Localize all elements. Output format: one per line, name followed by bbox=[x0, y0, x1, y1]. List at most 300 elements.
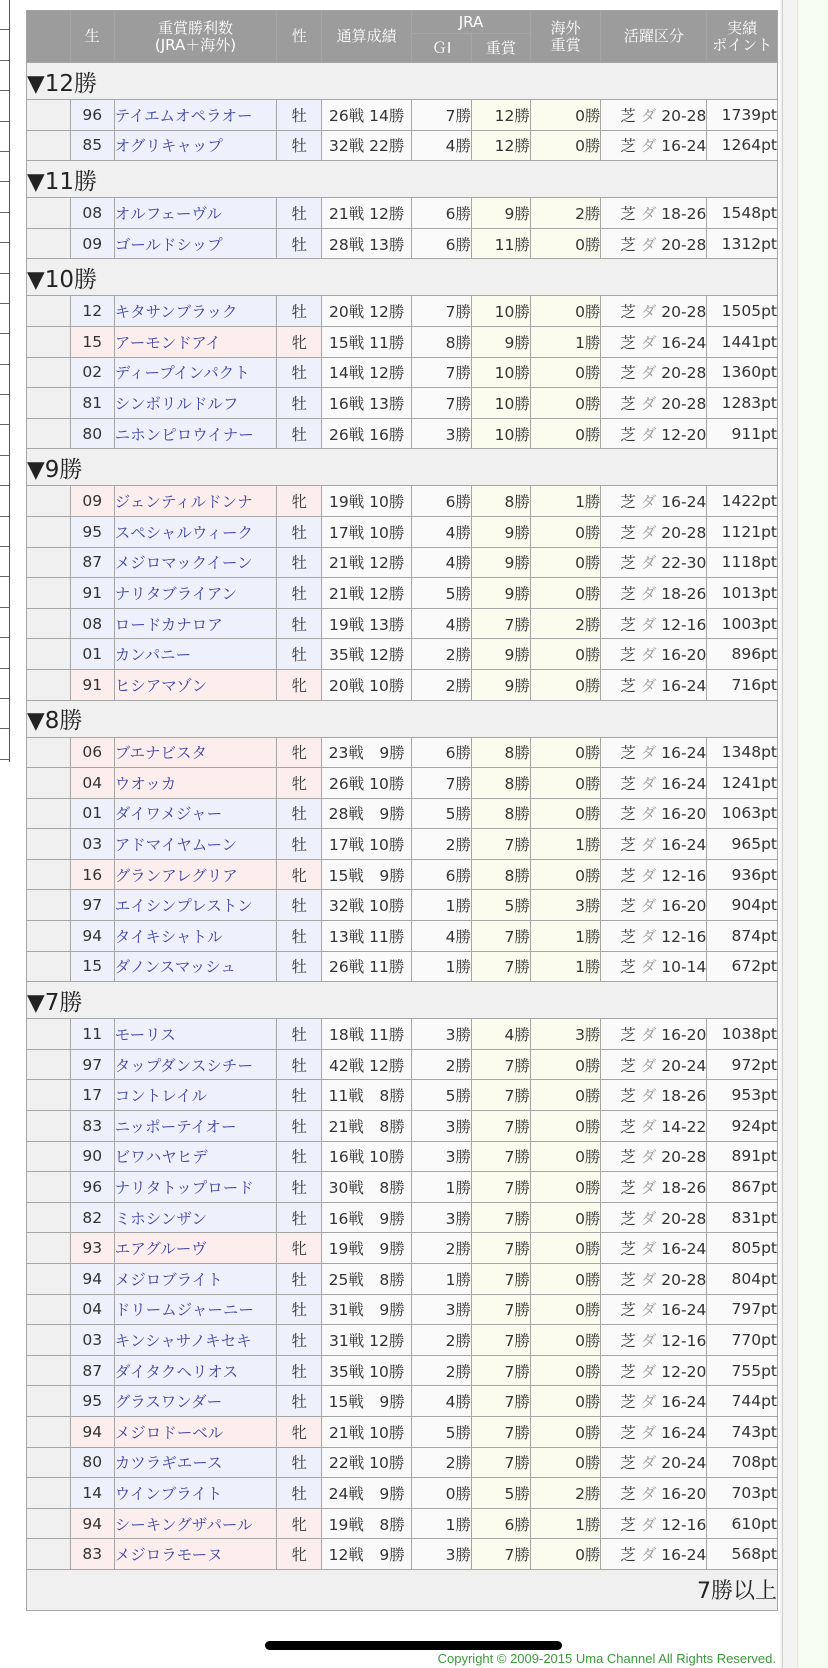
born-year: 95 bbox=[70, 1386, 114, 1417]
born-year: 83 bbox=[70, 1111, 114, 1142]
graded-wins: 7勝 bbox=[472, 1355, 531, 1386]
born-year: 96 bbox=[70, 100, 114, 131]
graded-wins: 9勝 bbox=[472, 669, 531, 700]
horse-name-link[interactable]: ウインブライト bbox=[114, 1478, 277, 1509]
sex: 牡 bbox=[277, 1386, 322, 1417]
achievement-points: 896pt bbox=[707, 639, 778, 670]
graded-wins: 9勝 bbox=[472, 547, 531, 578]
graded-wins: 7勝 bbox=[472, 1416, 531, 1447]
horse-name-link[interactable]: ビワハヤヒデ bbox=[114, 1141, 277, 1172]
graded-wins: 7勝 bbox=[472, 608, 531, 639]
turf-mark: 芝 bbox=[620, 805, 636, 824]
row-blank bbox=[27, 737, 71, 768]
table-row[interactable] bbox=[27, 1508, 778, 1539]
achievement-points: 1038pt bbox=[707, 1019, 778, 1050]
distance-range: 14-22 bbox=[661, 1117, 707, 1136]
sex: 牡 bbox=[277, 296, 322, 327]
horse-name-link[interactable]: シーキングザパール bbox=[114, 1508, 277, 1539]
sex: 牝 bbox=[277, 737, 322, 768]
turf-mark: 芝 bbox=[620, 1362, 636, 1381]
born-year: 03 bbox=[70, 829, 114, 860]
table-row[interactable] bbox=[27, 1172, 778, 1203]
graded-wins: 9勝 bbox=[472, 326, 531, 357]
born-year: 90 bbox=[70, 1141, 114, 1172]
table-row[interactable] bbox=[27, 1141, 778, 1172]
horse-name-link[interactable]: メジロブライト bbox=[114, 1264, 277, 1295]
row-blank bbox=[27, 418, 71, 449]
turf-mark: 芝 bbox=[620, 333, 636, 352]
horse-name-link[interactable]: カツラギエース bbox=[114, 1447, 277, 1478]
left-edge-strip bbox=[0, 0, 10, 762]
table-row[interactable] bbox=[27, 547, 778, 578]
horse-name-link[interactable]: アーモンドアイ bbox=[114, 326, 277, 357]
overseas-wins: 0勝 bbox=[530, 1447, 601, 1478]
sex: 牡 bbox=[277, 951, 322, 982]
overseas-wins: 0勝 bbox=[530, 1172, 601, 1203]
horse-name-link[interactable]: ニホンピロウイナー bbox=[114, 418, 277, 449]
horse-name-link[interactable]: ニッポーテイオー bbox=[114, 1111, 277, 1142]
horse-name-link[interactable]: ダイワメジャー bbox=[114, 798, 277, 829]
table-row[interactable] bbox=[27, 1447, 778, 1478]
activity-range bbox=[601, 578, 707, 609]
activity-range bbox=[601, 890, 707, 921]
g1-wins: 3勝 bbox=[412, 418, 472, 449]
g1-wins: 5勝 bbox=[412, 1080, 472, 1111]
distance-range: 16-20 bbox=[661, 646, 707, 665]
turf-mark: 芝 bbox=[620, 1026, 636, 1045]
distance-range: 16-20 bbox=[661, 1026, 707, 1045]
graded-wins: 10勝 bbox=[472, 418, 531, 449]
graded-wins: 12勝 bbox=[472, 100, 531, 131]
activity-range bbox=[601, 1447, 707, 1478]
horse-name-link[interactable]: メジロラモーヌ bbox=[114, 1539, 277, 1570]
table-row[interactable] bbox=[27, 921, 778, 952]
table-row[interactable] bbox=[27, 859, 778, 890]
table-row[interactable] bbox=[27, 1539, 778, 1570]
table-row[interactable] bbox=[27, 1478, 778, 1509]
born-year: 81 bbox=[70, 388, 114, 419]
sex: 牡 bbox=[277, 1080, 322, 1111]
table-row[interactable] bbox=[27, 228, 778, 259]
sex: 牡 bbox=[277, 1019, 322, 1050]
achievement-points: 610pt bbox=[707, 1508, 778, 1539]
achievement-points: 831pt bbox=[707, 1202, 778, 1233]
distance-range: 16-24 bbox=[661, 676, 707, 695]
table-row[interactable] bbox=[27, 1325, 778, 1356]
career-record: 21戦 12勝 bbox=[322, 547, 412, 578]
overseas-wins: 2勝 bbox=[530, 1478, 601, 1509]
distance-range: 12-16 bbox=[661, 615, 707, 634]
graded-wins: 11勝 bbox=[472, 228, 531, 259]
graded-wins: 7勝 bbox=[472, 1294, 531, 1325]
sex: 牡 bbox=[277, 829, 322, 860]
right-edge-strip bbox=[780, 0, 828, 1668]
header-overseas-line2: 重賞 bbox=[550, 35, 581, 54]
dirt-mark: ダ bbox=[640, 805, 657, 824]
table-row[interactable] bbox=[27, 578, 778, 609]
sex: 牡 bbox=[277, 1141, 322, 1172]
graded-wins: 7勝 bbox=[472, 1049, 531, 1080]
horse-name-link[interactable]: ダイタクヘリオス bbox=[114, 1355, 277, 1386]
overseas-wins: 0勝 bbox=[530, 798, 601, 829]
overseas-wins: 0勝 bbox=[530, 1416, 601, 1447]
header-graded-wins-line1: 重賞勝利数 bbox=[158, 18, 234, 37]
table-row[interactable] bbox=[27, 951, 778, 982]
career-record: 28戦 9勝 bbox=[322, 798, 412, 829]
activity-range bbox=[601, 1111, 707, 1142]
table-row[interactable] bbox=[27, 1294, 778, 1325]
born-year: 06 bbox=[70, 737, 114, 768]
g1-wins: 1勝 bbox=[412, 1172, 472, 1203]
row-blank bbox=[27, 388, 71, 419]
sex: 牝 bbox=[277, 669, 322, 700]
activity-range bbox=[601, 1141, 707, 1172]
dirt-mark: ダ bbox=[640, 866, 657, 885]
table-row[interactable] bbox=[27, 296, 778, 327]
turf-mark: 芝 bbox=[620, 1331, 636, 1350]
table-row[interactable] bbox=[27, 608, 778, 639]
overseas-wins: 0勝 bbox=[530, 228, 601, 259]
horse-name-link[interactable]: ドリームジャーニー bbox=[114, 1294, 277, 1325]
table-row[interactable] bbox=[27, 737, 778, 768]
horse-name-link[interactable]: エアグルーヴ bbox=[114, 1233, 277, 1264]
sex: 牝 bbox=[277, 768, 322, 799]
overseas-wins: 0勝 bbox=[530, 737, 601, 768]
header-record[interactable]: 通算成績 bbox=[322, 11, 412, 63]
horse-name-link[interactable]: ナリタトップロード bbox=[114, 1172, 277, 1203]
horse-name-link[interactable]: タイキシャトル bbox=[114, 921, 277, 952]
achievement-points: 744pt bbox=[707, 1386, 778, 1417]
horse-name-link[interactable]: ダノンスマッシュ bbox=[114, 951, 277, 982]
table-row[interactable] bbox=[27, 1355, 778, 1386]
horse-name-link[interactable]: アドマイヤムーン bbox=[114, 829, 277, 860]
distance-range: 16-24 bbox=[661, 1393, 707, 1412]
sex: 牡 bbox=[277, 921, 322, 952]
graded-wins-table bbox=[26, 10, 778, 1611]
distance-range: 20-28 bbox=[661, 364, 707, 383]
dirt-mark: ダ bbox=[640, 425, 657, 444]
born-year: 01 bbox=[70, 639, 114, 670]
overseas-wins: 0勝 bbox=[530, 1294, 601, 1325]
row-blank bbox=[27, 547, 71, 578]
horse-name-link[interactable]: ナリタブライアン bbox=[114, 578, 277, 609]
sex: 牝 bbox=[277, 1508, 322, 1539]
born-year: 08 bbox=[70, 608, 114, 639]
row-blank bbox=[27, 639, 71, 670]
table-row[interactable] bbox=[27, 100, 778, 131]
distance-range: 20-28 bbox=[661, 303, 707, 322]
distance-range: 12-20 bbox=[661, 425, 707, 444]
activity-range bbox=[601, 296, 707, 327]
table-row[interactable] bbox=[27, 1264, 778, 1295]
sex: 牡 bbox=[277, 357, 322, 388]
turf-mark: 芝 bbox=[620, 425, 636, 444]
distance-range: 20-28 bbox=[661, 235, 707, 254]
graded-wins: 12勝 bbox=[472, 130, 531, 161]
horse-name-link[interactable]: メジロマックイーン bbox=[114, 547, 277, 578]
turf-mark: 芝 bbox=[620, 1179, 636, 1198]
born-year: 83 bbox=[70, 1539, 114, 1570]
row-blank bbox=[27, 1264, 71, 1295]
born-year: 04 bbox=[70, 768, 114, 799]
distance-range: 18-26 bbox=[661, 1179, 707, 1198]
table-row[interactable] bbox=[27, 798, 778, 829]
g1-wins: 1勝 bbox=[412, 890, 472, 921]
group-header bbox=[27, 700, 778, 737]
distance-range: 20-28 bbox=[661, 1209, 707, 1228]
row-blank bbox=[27, 921, 71, 952]
table-row[interactable] bbox=[27, 357, 778, 388]
achievement-points: 770pt bbox=[707, 1325, 778, 1356]
sex: 牡 bbox=[277, 100, 322, 131]
table-row[interactable] bbox=[27, 1111, 778, 1142]
dirt-mark: ダ bbox=[640, 137, 657, 156]
dirt-mark: ダ bbox=[640, 106, 657, 125]
distance-range: 16-24 bbox=[661, 333, 707, 352]
horse-name-link[interactable]: カンパニー bbox=[114, 639, 277, 670]
row-blank bbox=[27, 1202, 71, 1233]
row-blank bbox=[27, 859, 71, 890]
graded-wins: 8勝 bbox=[472, 859, 531, 890]
g1-wins: 7勝 bbox=[412, 768, 472, 799]
dirt-mark: ダ bbox=[640, 1546, 657, 1565]
table-row[interactable] bbox=[27, 1049, 778, 1080]
dirt-mark: ダ bbox=[640, 1423, 657, 1442]
turf-mark: 芝 bbox=[620, 744, 636, 763]
horse-name-link[interactable]: メジロドーベル bbox=[114, 1416, 277, 1447]
table-row[interactable] bbox=[27, 1080, 778, 1111]
turf-mark: 芝 bbox=[620, 394, 636, 413]
g1-wins: 1勝 bbox=[412, 951, 472, 982]
horse-name-link[interactable]: スペシャルウィーク bbox=[114, 516, 277, 547]
turf-mark: 芝 bbox=[620, 1117, 636, 1136]
horse-name-link[interactable]: エイシンプレストン bbox=[114, 890, 277, 921]
graded-wins: 7勝 bbox=[472, 1325, 531, 1356]
achievement-points: 867pt bbox=[707, 1172, 778, 1203]
row-blank bbox=[27, 296, 71, 327]
overseas-wins: 0勝 bbox=[530, 768, 601, 799]
table-row[interactable] bbox=[27, 418, 778, 449]
distance-range: 20-28 bbox=[661, 1148, 707, 1167]
group-header bbox=[27, 259, 778, 296]
born-year: 08 bbox=[70, 198, 114, 229]
dirt-mark: ダ bbox=[640, 958, 657, 977]
activity-range bbox=[601, 1233, 707, 1264]
row-blank bbox=[27, 1233, 71, 1264]
activity-range bbox=[601, 921, 707, 952]
table-row[interactable] bbox=[27, 1386, 778, 1417]
horse-name-link[interactable]: モーリス bbox=[114, 1019, 277, 1050]
row-blank bbox=[27, 1049, 71, 1080]
table-row[interactable] bbox=[27, 198, 778, 229]
overseas-wins: 3勝 bbox=[530, 890, 601, 921]
horse-name-link[interactable]: ブエナビスタ bbox=[114, 737, 277, 768]
distance-range: 10-14 bbox=[661, 958, 707, 977]
born-year: 87 bbox=[70, 547, 114, 578]
row-blank bbox=[27, 516, 71, 547]
born-year: 93 bbox=[70, 1233, 114, 1264]
table-row[interactable] bbox=[27, 1416, 778, 1447]
group-label: ▼8勝 bbox=[27, 700, 778, 737]
born-year: 91 bbox=[70, 669, 114, 700]
dirt-mark: ダ bbox=[640, 303, 657, 322]
distance-range: 16-24 bbox=[661, 1423, 707, 1442]
header-overseas[interactable] bbox=[530, 11, 601, 63]
activity-range bbox=[601, 418, 707, 449]
header-blank bbox=[27, 11, 71, 63]
g1-wins: 2勝 bbox=[412, 1325, 472, 1356]
activity-range bbox=[601, 1049, 707, 1080]
row-blank bbox=[27, 669, 71, 700]
overseas-wins: 0勝 bbox=[530, 1141, 601, 1172]
career-record: 28戦 13勝 bbox=[322, 228, 412, 259]
dirt-mark: ダ bbox=[640, 1515, 657, 1534]
turf-mark: 芝 bbox=[620, 1240, 636, 1259]
g1-wins: 7勝 bbox=[412, 388, 472, 419]
horse-name-link[interactable]: グランアレグリア bbox=[114, 859, 277, 890]
achievement-points: 924pt bbox=[707, 1111, 778, 1142]
sex: 牡 bbox=[277, 639, 322, 670]
dirt-mark: ダ bbox=[640, 1087, 657, 1106]
achievement-points: 965pt bbox=[707, 829, 778, 860]
born-year: 04 bbox=[70, 1294, 114, 1325]
sex: 牡 bbox=[277, 1355, 322, 1386]
header-sex[interactable]: 性 bbox=[277, 11, 322, 63]
graded-wins: 8勝 bbox=[472, 798, 531, 829]
g1-wins: 0勝 bbox=[412, 1478, 472, 1509]
table-row[interactable] bbox=[27, 516, 778, 547]
dirt-mark: ダ bbox=[640, 584, 657, 603]
achievement-points: 1283pt bbox=[707, 388, 778, 419]
header-g1[interactable]: ＧⅠ bbox=[412, 34, 472, 63]
table-row[interactable] bbox=[27, 639, 778, 670]
career-record: 21戦 8勝 bbox=[322, 1111, 412, 1142]
turf-mark: 芝 bbox=[620, 958, 636, 977]
graded-wins: 7勝 bbox=[472, 1111, 531, 1142]
g1-wins: 7勝 bbox=[412, 100, 472, 131]
header-points[interactable] bbox=[707, 11, 778, 63]
header-graded[interactable]: 重賞 bbox=[472, 34, 531, 63]
row-blank bbox=[27, 357, 71, 388]
table-row[interactable] bbox=[27, 829, 778, 860]
distance-range: 22-30 bbox=[661, 554, 707, 573]
career-record: 26戦 10勝 bbox=[322, 768, 412, 799]
sex: 牡 bbox=[277, 1447, 322, 1478]
g1-wins: 5勝 bbox=[412, 578, 472, 609]
horse-name-link[interactable]: ジェンティルドンナ bbox=[114, 486, 277, 517]
horse-name-link[interactable]: ディープインパクト bbox=[114, 357, 277, 388]
g1-wins: 3勝 bbox=[412, 1294, 472, 1325]
dirt-mark: ダ bbox=[640, 1240, 657, 1259]
overseas-wins: 0勝 bbox=[530, 547, 601, 578]
horse-name-link[interactable]: コントレイル bbox=[114, 1080, 277, 1111]
born-year: 03 bbox=[70, 1325, 114, 1356]
achievement-points: 1003pt bbox=[707, 608, 778, 639]
row-blank bbox=[27, 1019, 71, 1050]
g1-wins: 3勝 bbox=[412, 1539, 472, 1570]
horse-name-link[interactable]: タップダンスシチー bbox=[114, 1049, 277, 1080]
table-row[interactable] bbox=[27, 1202, 778, 1233]
activity-range bbox=[601, 326, 707, 357]
born-year: 82 bbox=[70, 1202, 114, 1233]
header-born[interactable]: 生 bbox=[70, 11, 114, 63]
achievement-points: 936pt bbox=[707, 859, 778, 890]
career-record: 15戦 9勝 bbox=[322, 859, 412, 890]
sex: 牡 bbox=[277, 1111, 322, 1142]
turf-mark: 芝 bbox=[620, 866, 636, 885]
overseas-wins: 0勝 bbox=[530, 578, 601, 609]
horse-name-link[interactable]: ゴールドシップ bbox=[114, 228, 277, 259]
table-row[interactable] bbox=[27, 388, 778, 419]
turf-mark: 芝 bbox=[620, 554, 636, 573]
g1-wins: 2勝 bbox=[412, 1233, 472, 1264]
horse-name-link[interactable]: ミホシンザン bbox=[114, 1202, 277, 1233]
horse-name-link[interactable]: キンシャサノキセキ bbox=[114, 1325, 277, 1356]
table-row[interactable] bbox=[27, 486, 778, 517]
achievement-points: 755pt bbox=[707, 1355, 778, 1386]
group-header bbox=[27, 63, 778, 100]
table-row[interactable] bbox=[27, 326, 778, 357]
header-activity[interactable]: 活躍区分 bbox=[601, 11, 707, 63]
achievement-points: 1264pt bbox=[707, 130, 778, 161]
dirt-mark: ダ bbox=[640, 1209, 657, 1228]
horse-name-link[interactable]: ウオッカ bbox=[114, 768, 277, 799]
table-row[interactable] bbox=[27, 1233, 778, 1264]
row-blank bbox=[27, 100, 71, 131]
table-row[interactable] bbox=[27, 890, 778, 921]
g1-wins: 5勝 bbox=[412, 1416, 472, 1447]
distance-range: 20-24 bbox=[661, 1056, 707, 1075]
achievement-points: 891pt bbox=[707, 1141, 778, 1172]
graded-wins: 7勝 bbox=[472, 1233, 531, 1264]
g1-wins: 4勝 bbox=[412, 1386, 472, 1417]
overseas-wins: 0勝 bbox=[530, 418, 601, 449]
dirt-mark: ダ bbox=[640, 333, 657, 352]
career-record: 32戦 22勝 bbox=[322, 130, 412, 161]
horse-name-link[interactable]: オルフェーヴル bbox=[114, 198, 277, 229]
table-row[interactable] bbox=[27, 130, 778, 161]
horse-name-link[interactable]: ヒシアマゾン bbox=[114, 669, 277, 700]
turf-mark: 芝 bbox=[620, 836, 636, 855]
horse-name-link[interactable]: オグリキャップ bbox=[114, 130, 277, 161]
table-row[interactable] bbox=[27, 768, 778, 799]
overseas-wins: 1勝 bbox=[530, 1508, 601, 1539]
turf-mark: 芝 bbox=[620, 584, 636, 603]
header-graded-wins-line2: (JRA＋海外) bbox=[154, 35, 237, 54]
career-record: 17戦 10勝 bbox=[322, 516, 412, 547]
table-row[interactable] bbox=[27, 1019, 778, 1050]
header-graded-wins[interactable] bbox=[114, 11, 277, 63]
born-year: 97 bbox=[70, 1049, 114, 1080]
overseas-wins: 2勝 bbox=[530, 608, 601, 639]
sex: 牡 bbox=[277, 418, 322, 449]
born-year: 17 bbox=[70, 1080, 114, 1111]
achievement-points: 1441pt bbox=[707, 326, 778, 357]
achievement-points: 1013pt bbox=[707, 578, 778, 609]
horse-name-link[interactable]: シンボリルドルフ bbox=[114, 388, 277, 419]
distance-range: 16-24 bbox=[661, 1240, 707, 1259]
born-year: 94 bbox=[70, 1416, 114, 1447]
horse-name-link[interactable]: キタサンブラック bbox=[114, 296, 277, 327]
table-row[interactable] bbox=[27, 669, 778, 700]
horse-name-link[interactable]: グラスワンダー bbox=[114, 1386, 277, 1417]
distance-range: 16-20 bbox=[661, 897, 707, 916]
graded-wins: 7勝 bbox=[472, 1172, 531, 1203]
career-record: 23戦 9勝 bbox=[322, 737, 412, 768]
horse-name-link[interactable]: ロードカナロア bbox=[114, 608, 277, 639]
turf-mark: 芝 bbox=[620, 1148, 636, 1167]
horse-name-link[interactable]: テイエムオペラオー bbox=[114, 100, 277, 131]
